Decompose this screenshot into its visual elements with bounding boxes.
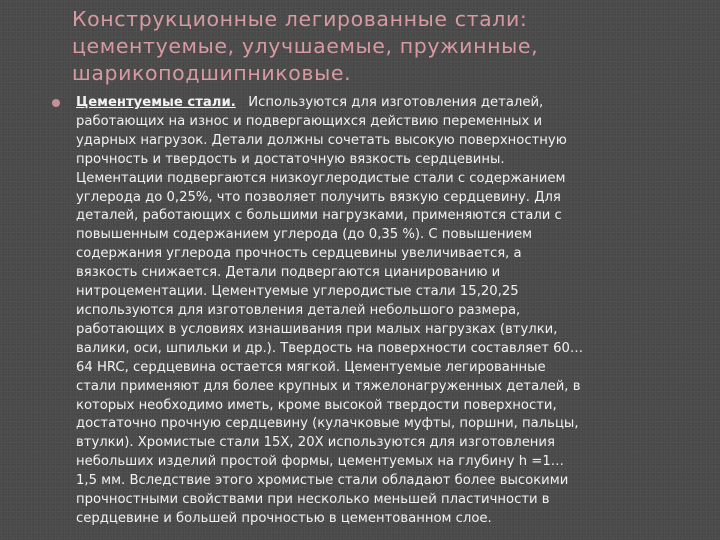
bullet-text — [76, 94, 688, 529]
text-line: которых необходимо иметь, кроме высокой твердости поверхности, — [76, 397, 557, 413]
bullet-dot-icon — [52, 99, 60, 107]
text-line: содержания углерода прочность сердцевины увеличивается, а — [76, 246, 522, 262]
bullet-first-line — [76, 94, 688, 113]
text-line: 64 HRC, сердцевина остается мягкой. Цементуемые легированные — [76, 359, 546, 375]
bullet-first-line-rest: Используются для изготовления деталей, — [248, 95, 544, 110]
text-line: достаточно прочную сердцевину (кулачковые муфты, поршни, пальцы, — [76, 416, 579, 432]
text-line: прочность и твердость и достаточную вязкость сердцевины. — [76, 151, 505, 167]
slide-title — [72, 6, 692, 87]
text-line: работающих на износ и подвергающихся действию переменных и — [76, 113, 543, 129]
text-line: работающих в условиях изнашивания при малых нагрузках (втулки, — [76, 321, 558, 337]
text-line: валики, оси, шпильки и др.). Твердость на поверхности составляет 60… — [76, 340, 584, 356]
text-line: ударных нагрузок. Детали должны сочетать высокую поверхностную — [76, 132, 567, 148]
text-line: сердцевине и большей прочностью в цементованном слое. — [76, 510, 492, 526]
text-line: Цементации подвергаются низкоуглеродистые стали с содержанием — [76, 170, 566, 186]
text-line: прочностными свойствами при несколько меньшей пластичности в — [76, 492, 550, 508]
title-line-2: цементуемые, улучшаемые, пружинные, — [72, 34, 539, 58]
title-line-1: Конструкционные легированные стали: — [72, 7, 528, 31]
title-line-3: шарикоподшипниковые. — [72, 61, 352, 85]
text-line: небольших изделий простой формы, цементуемых на глубину h =1… — [76, 454, 564, 470]
text-line: нитроцементации. Цементуемые углеродистые стали 15,20,25 — [76, 284, 519, 300]
text-line: втулки). Хромистые стали 15Х, 20Х используются для изготовления — [76, 435, 555, 451]
bullet-lead: Цементуемые стали. — [76, 95, 236, 110]
text-line: углерода до 0,25%, что позволяет получить вязкую сердцевину. Для — [76, 189, 561, 205]
text-line: деталей, работающих с большими нагрузками, применяются стали с — [76, 208, 562, 224]
text-line: используются для изготовления деталей небольшого размера, — [76, 302, 521, 318]
text-line: вязкость снижается. Детали подвергаются цианированию и — [76, 265, 501, 281]
text-line: стали применяют для более крупных и тяжелонагруженных деталей, в — [76, 378, 581, 394]
text-line: повышенным содержанием углерода (до 0,35 %). С повышением — [76, 227, 533, 243]
text-line: 1,5 мм. Вследствие этого хромистые стали обладают более высокими — [76, 473, 569, 489]
